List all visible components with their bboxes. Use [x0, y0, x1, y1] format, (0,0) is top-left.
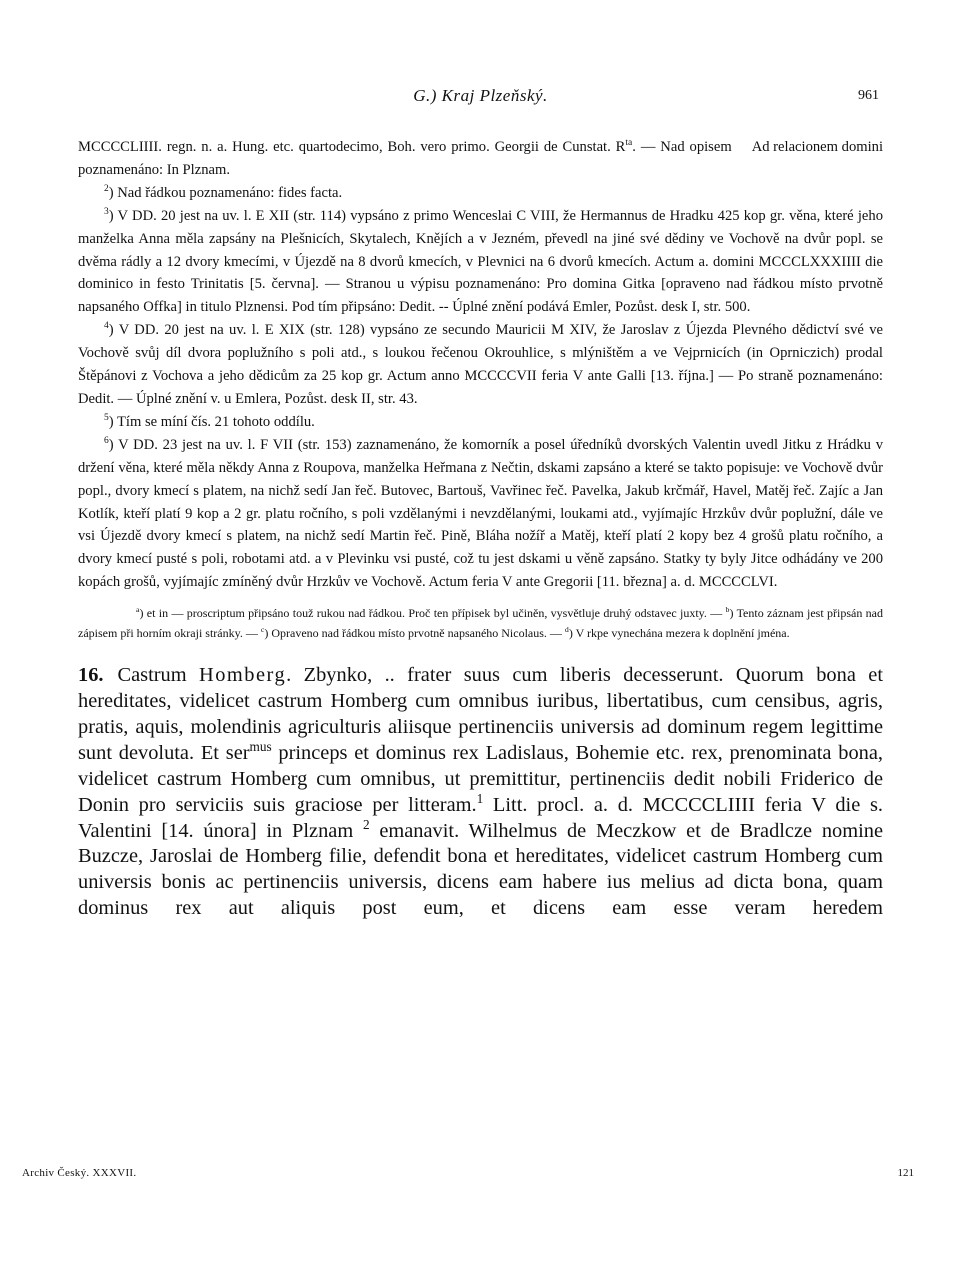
section-text: . Zbynko, .. frater suus cum liberis decesserunt. Quorum bona et hereditates, videlicet castrum Homberg cum omnibus iuribus, libertatibus, cum censibus, agris, pratis, aquis, molendinis agriculturis aliisque pertinenciis universis ad dominum regem legittime sunt devoluta. Et ser [78, 664, 883, 764]
footnote-text: ) et in — proscriptum připsáno touž rukou nad řádkou. Proč ten přípisek byl učiněn, vysvětluje druhý odstavec juxty. — [139, 606, 726, 621]
running-title: G.) Kraj Plzeňský. [413, 86, 548, 105]
section-text: princeps et dominus rex Ladislaus, Bohemie etc. rex, prenominata bona, videlicet castrum Homberg cum omnibus, ut premittitur, pertinenciis dedit nobili Friderico de Donin pro serviciis suis graciose per litteram. [78, 741, 883, 816]
note-marker: 4 [104, 321, 109, 332]
note-item [78, 434, 883, 594]
note-superscript: ta [625, 138, 633, 149]
note-text: ) Tím se míní čís. 21 tohoto oddílu. [108, 413, 315, 430]
note-marker: 2 [104, 183, 109, 194]
footnote-ref: 2 [362, 816, 370, 832]
footnote-text: ) Tento záznam jest připsán nad zápisem při horním okraji stránky. — [78, 606, 883, 640]
section-paragraph [78, 663, 883, 922]
note-text-right: Ad relacionem domini [751, 139, 883, 155]
section-text: Litt. procl. a. d. MCCCCLIIII feria V die s. Valentini [14. února] in Plznam [78, 793, 883, 842]
note-item [78, 182, 883, 205]
footnote-text: ) V rkpe vynechána mezera k doplnění jména. [568, 625, 790, 640]
footnote-line [78, 604, 883, 643]
footnote-marker: c [260, 624, 265, 634]
footnotes-block [78, 604, 883, 643]
note-item [78, 411, 883, 434]
footnote-marker: a [136, 605, 140, 615]
place-name: Homberg [199, 664, 287, 687]
page-footer [22, 1167, 914, 1179]
section-number: 16. [78, 664, 104, 687]
note-marker: 3 [104, 206, 109, 217]
notes-block [78, 136, 883, 594]
footnote-text: ) Opraveno nad řádkou místo prvotně napsaného Nicolaus. — [264, 625, 565, 640]
note-continuation [78, 136, 883, 182]
note-text: ) V DD. 20 jest na uv. l. E XIX (str. 128) vypsáno ze secundo Mauricii M XIV, že Jaroslav z Újezda Plevného dědictví své ve Vochově svůj díl dvora poplužního s poli atd., s loukou řečenou Okrouhlice, s mlýništěm a ve Vejprnicích (in Oprniczich) prodal Štěpánovi z Vochova a jeho dědicům za 25 kop gr. Actum anno MCCCCVII feria V ante Galli [13. října.] — Po straně poznamenáno: Dedit. — Úplné znění v. u Emlera, Pozůst. desk II, str. 43. [78, 322, 883, 407]
page-number: 961 [858, 88, 879, 103]
document-page [78, 80, 883, 922]
note-text: ) V DD. 20 jest na uv. l. E XII (str. 114) vypsáno z primo Wenceslai C VIII, že Hermannus de Hradku 425 kop gr. věna, které jeho manželka Anna měla zapsány na Plešnicích, Skytalech, Knějích a v Jezném, převedl na jiné své dědiny ve Vochově na dvůr popl. se dvěma rádly a 12 dvory kmecími, v Újezdě na 8 dvorů kmecích, v Plevnici na 6 dvorů kmecích. Actum a. domini MCCCLXXXIIII die dominico in festo Trinitatis [5. června]. — Stranou u výpisu poznamenáno: Pro domina Gitka [opraveno nad řádkou místo prvotně napsaného Offka] in titulo Plznensi. Pod tím připsáno: Dedit. -- Úplné znění podává Emler, Pozůst. desk I, str. 500. [78, 207, 883, 316]
footnote-marker: d [564, 624, 569, 634]
sheet-number: 121 [897, 1167, 914, 1179]
note-item [78, 319, 883, 411]
section-text: Castrum [117, 664, 199, 687]
page-header [78, 80, 883, 110]
note-text: . — Nad opisem poznamenáno: In Plznam. [78, 139, 732, 178]
note-marker: 6 [104, 435, 109, 446]
note-item [78, 205, 883, 320]
superscript-abbrev: mus [249, 739, 272, 755]
note-text: ) Nad řádkou poznamenáno: fides facta. [108, 184, 343, 201]
footnote-ref: 1 [476, 790, 484, 806]
note-text: Georgii de Cunstat. R [494, 139, 626, 155]
signature-mark: Archiv Český. XXXVII. [22, 1167, 137, 1179]
note-marker: 5 [104, 413, 109, 424]
section-text: emanavit. Wilhelmus de Meczkow et de Bradlcze nomine Buzcze, Jaroslai de Homberg filie, defendit bona et hereditates, videlicet castrum Homberg cum universis bonis ac pertinenciis universis, dicens eam habere ius melius ad dicta bona, quam dominus rex aut aliquis post eum, et dicens eam esse veram heredem [78, 819, 884, 920]
main-text [78, 663, 883, 922]
note-text: MCCCCLIIII. regn. n. a. Hung. etc. quartodecimo, Boh. vero primo. [78, 139, 495, 155]
note-text: ) V DD. 23 jest na uv. l. F VII (str. 153) zaznamenáno, že komorník a posel úředníků dvorských Valentin uvedl Jitku z Hrádku v držení věna, které měla někdy Anna z Roupova, manželka Heřmana z Nečtin, dskami zapsáno a které se takto popisuje: ve Vochově dvůr popl., dvory kmecí s platem, na nichž sedí Jan řeč. Butovec, Bartouš, Vavřinec řeč. Pavelka, Jakub krčmář, Havel, Matěj řeč. Zajíc a Jan Kotlík, kteří platí 9 kop a 2 gr. platu ročního, s poli vzdělanými i nevzdělanými, loukami atd., vyjímajíc Hrzkův dvůr poplužní, dále ve vsi Újezdě dvory kmecí s platem, na nichž sedí Martin řeč. Pině, Bláha nožíř a Matěj, kteří platí 2 kopy bez 4 grošů platu ročního, a dvory kmecí pusté s poli, robotami atd. a v Plevinku vsi pusté, což tu jest dskami u věně zapsáno. Statky ty byly Jitce odhádány ve 200 kopách grošů, vyjímajíc zmíněný dvůr Hrzkův ve Vochově. Actum feria V ante Gregorii [11. března] a. d. MCCCCLVI. [78, 436, 883, 591]
footnote-marker: b [725, 605, 730, 615]
